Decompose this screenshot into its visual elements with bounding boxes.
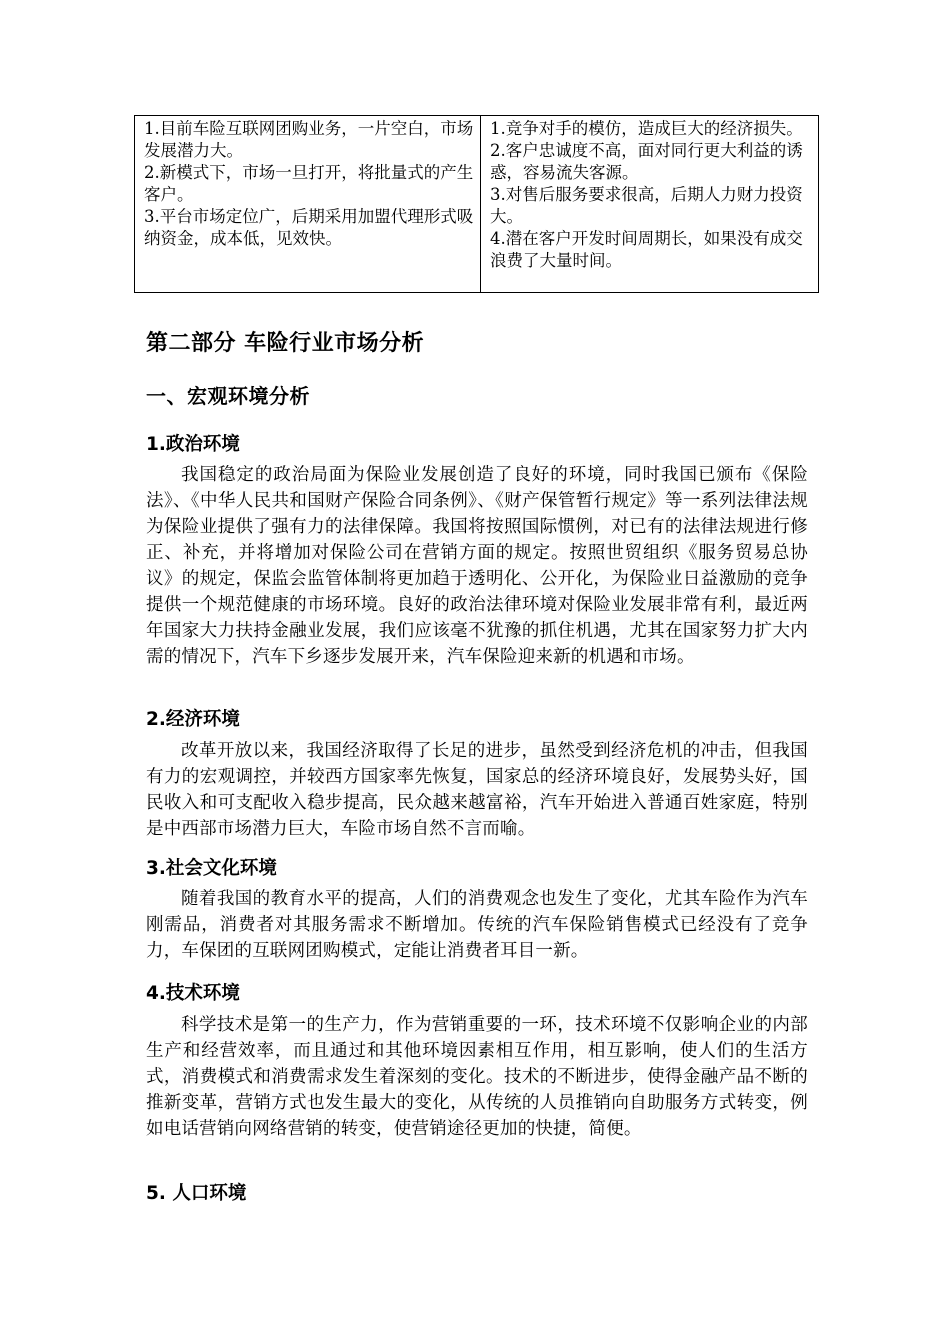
table-row [135,116,819,293]
paragraph-economic: 改革开放以来，我国经济取得了长足的进步，虽然受到经济危机的冲击，但我国有力的宏观调控，并较西方国家率先恢复，国家总的经济环境良好，发展势头好，国民收入和可支配收入稳步提高，民众越来越富裕，汽车开始进入普通百姓家庭，特别是中西部市场潜力巨大，车险市场自然不言而喻。 [146,741,808,839]
subsection-title-social-culture: 3.社会文化环境 [146,858,277,879]
list-item: 1.竞争对手的模仿，造成巨大的经济损失。 [490,119,803,138]
subsection-title-economic: 2.经济环境 [146,709,240,730]
threats-cell [481,116,819,293]
list-item: 2.客户忠诚度不高，面对同行更大利益的诱惑，容易流失客源。 [490,141,803,182]
section-title: 一、宏观环境分析 [146,384,310,408]
part-title: 第二部分 车险行业市场分析 [146,331,425,356]
paragraph-political: 我国稳定的政治局面为保险业发展创造了良好的环境，同时我国已颁布《保险法》、《中华人民共和国财产保险合同条例》、《财产保管暂行规定》等一系列法律法规为保险业提供了强有力的法律保障。我国将按照国际惯例，对已有的法律法规进行修正、补充，并将增加对保险公司在营销方面的规定。按照世贸组织《服务贸易总协议》的规定，保监会监管体制将更加趋于透明化、公开化，为保险业日益激励的竞争提供一个规范健康的市场环境。良好的政治法律环境对保险业发展非常有利，最近两年国家大力扶持金融业发展，我们应该毫不犹豫的抓住机遇，尤其在国家努力扩大内需的情况下，汽车下乡逐步发展开来，汽车保险迎来新的机遇和市场。 [146,465,808,667]
paragraph-technology: 科学技术是第一的生产力，作为营销重要的一环，技术环境不仅影响企业的内部生产和经营效率，而且通过和其他环境因素相互作用，相互影响，使人们的生活方式，消费模式和消费需求发生着深刻的变化。技术的不断进步，使得金融产品不断的推新变革，营销方式也发生最大的变化，从传统的人员推销向自助服务方式转变，例如电话营销向网络营销的转变，使营销途径更加的快捷，简便。 [146,1015,808,1139]
strengths-cell [135,116,481,293]
list-item: 4.潜在客户开发时间周期长，如果没有成交浪费了大量时间。 [490,229,803,270]
list-item: 1.目前车险互联网团购业务，一片空白，市场发展潜力大。 [144,119,474,160]
subsection-title-political: 1.政治环境 [146,434,240,455]
subsection-title-technology: 4.技术环境 [146,983,240,1004]
swot-table [134,115,819,293]
list-item: 3.对售后服务要求很高，后期人力财力投资大。 [490,185,803,226]
list-item: 3.平台市场定位广，后期采用加盟代理形式吸纳资金，成本低，见效快。 [144,207,474,248]
list-item: 2.新模式下，市场一旦打开，将批量式的产生客户。 [144,163,474,204]
subsection-title-population: 5. 人口环境 [146,1183,247,1204]
paragraph-social-culture: 随着我国的教育水平的提高，人们的消费观念也发生了变化，尤其车险作为汽车刚需品，消费者对其服务需求不断增加。传统的汽车保险销售模式已经没有了竞争力，车保团的互联网团购模式，定能让消费者耳目一新。 [146,889,808,961]
